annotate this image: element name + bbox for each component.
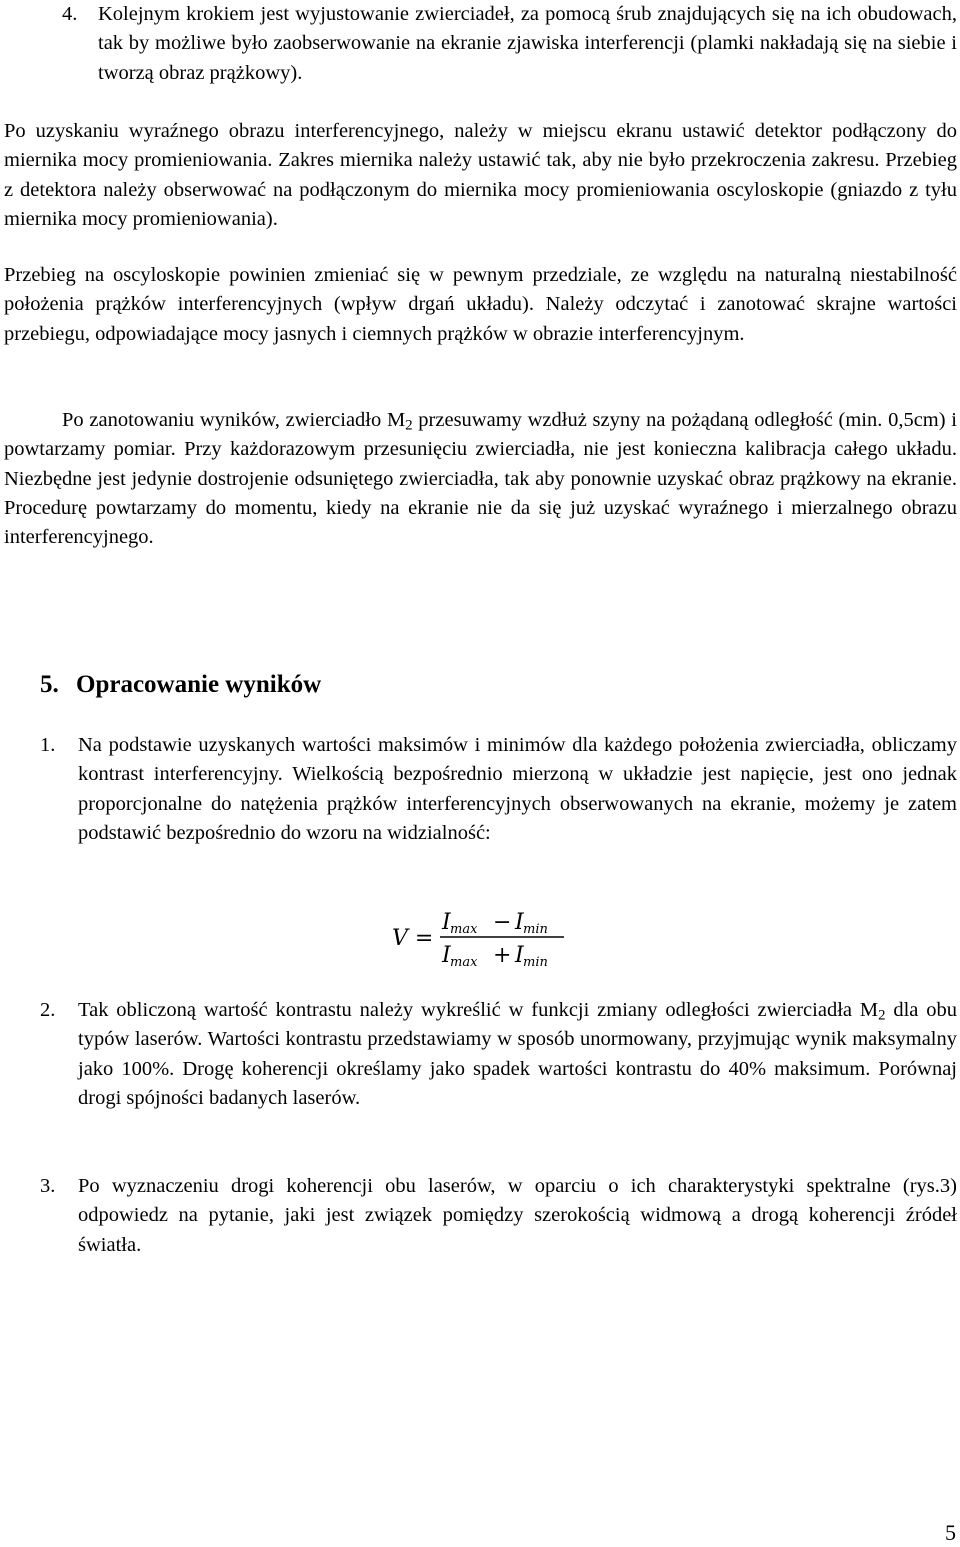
result-item-2-text-start: Tak obliczoną wartość kontrastu należy wykreślić w funkcji zmiany odległości zwierciadła M (78, 999, 879, 1021)
paragraph-detector: Po uzyskaniu wyraźnego obrazu interferencyjnego, należy w miejscu ekranu ustawić detektor podłączony do miernika mocy promieniowania. Zakres miernika należy ustawić tak, aby nie było przekroczenia zakresu. Przebieg z detektora należy obserwować na podłączonym do miernika mocy promieniowania oscyloskopie (gniazdo z tyłu miernika mocy promieniowania). (4, 120, 957, 230)
result-item-3-text: Po wyznaczeniu drogi koherencji obu laserów, w oparciu o ich charakterystyki spektralne (rys.3) odpowiedz na pytanie, jaki jest związek pomiędzy szerokością widmową a drogą koherencji źródeł światła. (78, 1175, 957, 1256)
formula-den-i1: I (442, 943, 451, 968)
formula-den-sub-min: min (523, 955, 548, 970)
page-number: 5 (945, 1520, 956, 1545)
section-heading (40, 668, 321, 702)
section-number: 5. (40, 671, 59, 698)
step-4-text: Kolejnym krokiem jest wyjustowanie zwierciadeł, za pomocą śrub znajdujących się na ich obudowach, tak by możliwe było zaobserwowanie na ekranie zjawiska interferencji (plamki nakładają się na siebie i tworzą obraz prążkowy). (98, 3, 957, 84)
formula-num-i2: I (515, 910, 524, 935)
paragraph-mirror-shift-start: Po zanotowaniu wyników, zwierciadło M (62, 409, 406, 431)
result-item-1 (40, 731, 957, 848)
formula-den-sub-max: max (450, 955, 478, 970)
section-title: Opracowanie wyników (76, 671, 322, 698)
step-4 (62, 0, 957, 88)
formula-num-i1: I (442, 910, 451, 935)
step-4-number: 4. (62, 3, 78, 25)
formula-lhs: V = (392, 926, 434, 951)
formula-num-sub-max: max (450, 922, 478, 937)
result-item-1-number: 1. (40, 734, 56, 756)
mirror-subscript: 2 (405, 417, 413, 434)
visibility-formula-svg (392, 902, 572, 974)
result-item-2-text (78, 996, 957, 1113)
formula-num-sub-min: min (523, 922, 548, 937)
result-item-1-text: Na podstawie uzyskanych wartości maksimów i minimów dla każdego położenia zwierciadła, obliczamy kontrast interferencyjny. Wielkością bezpośrednio mierzoną w układzie jest napięcie, jest ono jednak proporcjonalne do natężenia prążków interferencyjnych obserwowanych na ekranie, możemy je zatem podstawić bezpośrednio do wzoru na widzialność: (78, 734, 957, 844)
visibility-formula (392, 902, 572, 974)
result-item-2-text-end: dla obu typów laserów. Wartości kontrastu przedstawiamy w sposób unormowany, przyjmując wynik maksymalny jako 100%. Drogę koherencji określamy jako spadek wartości kontrastu do 40% maksimum. Porównaj drogi spójności badanych laserów. (78, 999, 958, 1109)
result-item-2-number: 2. (40, 999, 56, 1021)
result-item-2 (40, 996, 957, 1113)
formula-plus: + (493, 943, 512, 968)
paragraph-oscilloscope: Przebieg na oscyloskopie powinien zmieniać się w pewnym przedziale, ze względu na naturalną niestabilność położenia prążków interferencyjnych (wpływ drgań układu). Należy odczytać i zanotować skrajne wartości przebiegu, odpowiadające mocy jasnych i ciemnych prążków w obrazie interferencyjnym. (4, 264, 957, 345)
formula-den-i2: I (515, 943, 524, 968)
result-item-2-subscript: 2 (878, 1007, 886, 1024)
paragraph-mirror-shift-end: przesuwamy wzdłuż szyny na pożądaną odległość (min. 0,5cm) i powtarzamy pomiar. Przy każdorazowym przesunięciu zwierciadła, nie jest konieczna kalibracja całego układu. Niezbędne jest jedynie dostrojenie odsuniętego zwierciadła, tak aby ponownie uzyskać obraz prążkowy na ekranie. Procedurę powtarzamy do momentu, kiedy na ekranie nie da się już uzyskać wyraźnego i mierzalnego obrazu interferencyjnego. (4, 409, 957, 549)
result-item-3-number: 3. (40, 1175, 56, 1197)
result-item-3 (40, 1172, 957, 1260)
paragraph-mirror-shift (4, 406, 957, 552)
formula-minus: − (493, 910, 512, 935)
